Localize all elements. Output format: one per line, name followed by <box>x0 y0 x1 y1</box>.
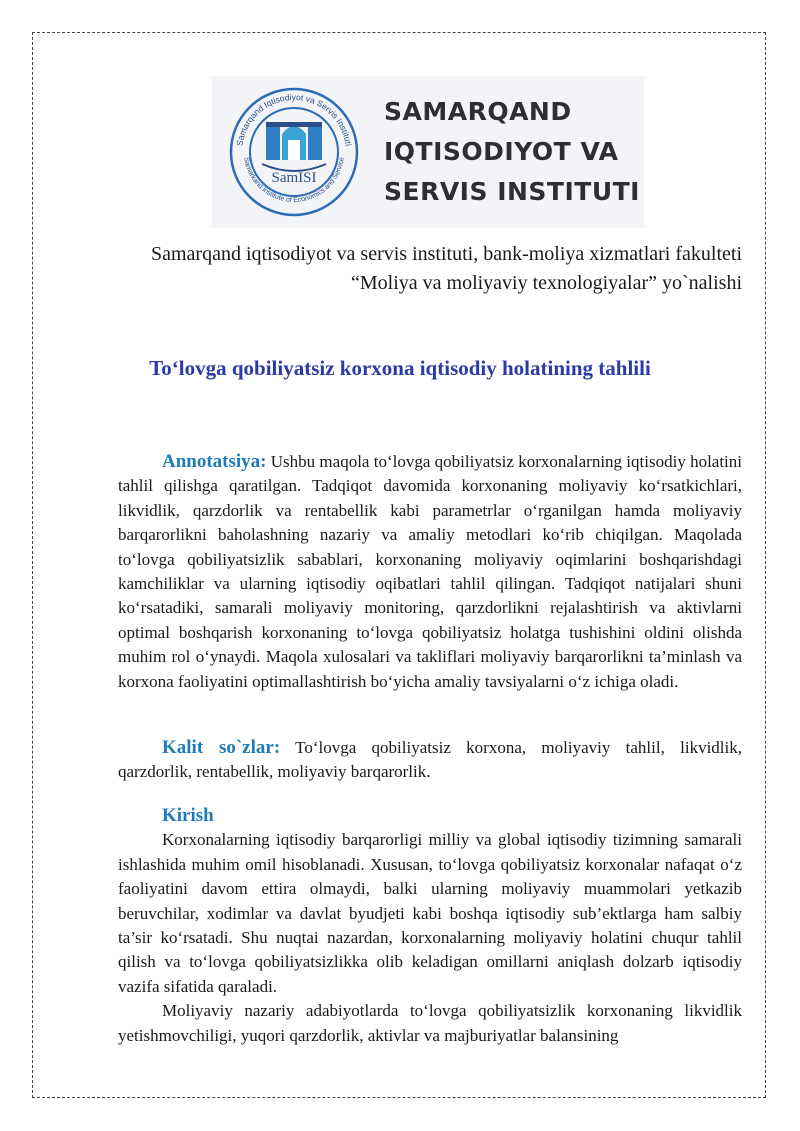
institute-logo <box>212 76 644 228</box>
abstract-text: Ushbu maqola to‘lovga qobiliyatsiz korxonalarning iqtisodiy holatini tahlil qilishga qaratilgan. Tadqiqot davomida korxonaning moliyaviy ko‘rsatkichlari, likvidlik, qarzdorlik va rentabellik kabi parametrlar o‘rganilgan hamda moliyaviy barqarorlikni baholashning nazariy va amaliy metodlari ko‘rib chiqilgan. Maqolada to‘lovga qobiliyatsizlik sabablari, korxonaning moliyaviy oqimlarini boshqarishdagi kamchiliklar va ularning iqtisodiy oqibatlari tahlil qilingan. Tadqiqot natijalari shuni ko‘rsatadiki, samarali moliyaviy monitoring, qarzdorlikni rejalashtirish va aktivlarni optimal boshqarish korxonaning to‘lovga qobiliyatsiz holatga tushishini oldini olishda muhim rol o‘ynaydi. Maqola xulosalari va takliflari moliyaviy barqarorlikni ta’minlash va korxona faoliyatini optimallashtirish bo‘yicha amaliy tavsiyalarni o‘z ichiga oladi. <box>118 452 743 691</box>
keywords-label: Kalit so`zlar: <box>162 737 281 758</box>
affiliation-faculty: Samarqand iqtisodiyot va servis instituti, bank-moliya xizmatlari fakulteti <box>151 243 742 265</box>
samisi-emblem-icon <box>226 84 362 220</box>
ring-text-bottom: Samarkand Institute of Economics and Service <box>242 156 346 205</box>
affiliation <box>142 240 742 298</box>
emblem-text: SamISI <box>271 170 317 186</box>
introduction <box>118 804 742 1048</box>
ring-text-top: Samarqand Iqtisodiyot va Servis Instituti <box>234 91 354 147</box>
intro-heading: Kirish <box>162 805 214 826</box>
abstract <box>118 450 742 694</box>
institute-name-line-3: SERVIS INSTITUTI <box>384 177 640 206</box>
affiliation-program: “Moliya va moliyaviy texnologiyalar” yo`nalishi <box>350 272 742 294</box>
institute-name-line-2: IQTISODIYOT VA <box>384 137 619 166</box>
article-title: To‘lovga qobiliyatsiz korxona iqtisodiy holatining tahlili <box>149 356 651 380</box>
keywords-text: To‘lovga qobiliyatsiz korxona, moliyaviy tahlil, likvidlik, qarzdorlik, rentabellik, moliyaviy barqarorlik. <box>118 738 742 782</box>
intro-paragraph-1: Korxonalarning iqtisodiy barqarorligi milliy va global iqtisodiy tizimning samarali ishlashida muhim omil hisoblanadi. Xususan, to‘lovga qobiliyatsiz korxonalar nafaqat o‘z faoliyatini davom ettira olmaydi, balki ularning moliyaviy muammolari yetkazib beruvchilar, xodimlar va davlat byudjeti kabi boshqa iqtisodiy sub’ektlarga ham salbiy ta’sir ko‘rsatadi. Shu nuqtai nazardan, korxonalarning moliyaviy holatini chuqur tahlil qilish va to‘lovga qobiliyatsizlikka olib keladigan omillarni aniqlash dolzarb iqtisodiy vazifa sifatida qaraladi. <box>118 830 742 996</box>
intro-paragraph-2: Moliyaviy nazariy adabiyotlarda to‘lovga qobiliyatsizlik korxonaning likvidlik yetishmovchiligi, yuqori qarzdorlik, aktivlar va majburiyatlar balansining <box>118 1001 742 1045</box>
institute-name <box>384 92 640 212</box>
keywords <box>118 736 742 785</box>
abstract-label: Annotatsiya: <box>162 451 267 472</box>
institute-name-line-1: SAMARQAND <box>384 97 572 126</box>
